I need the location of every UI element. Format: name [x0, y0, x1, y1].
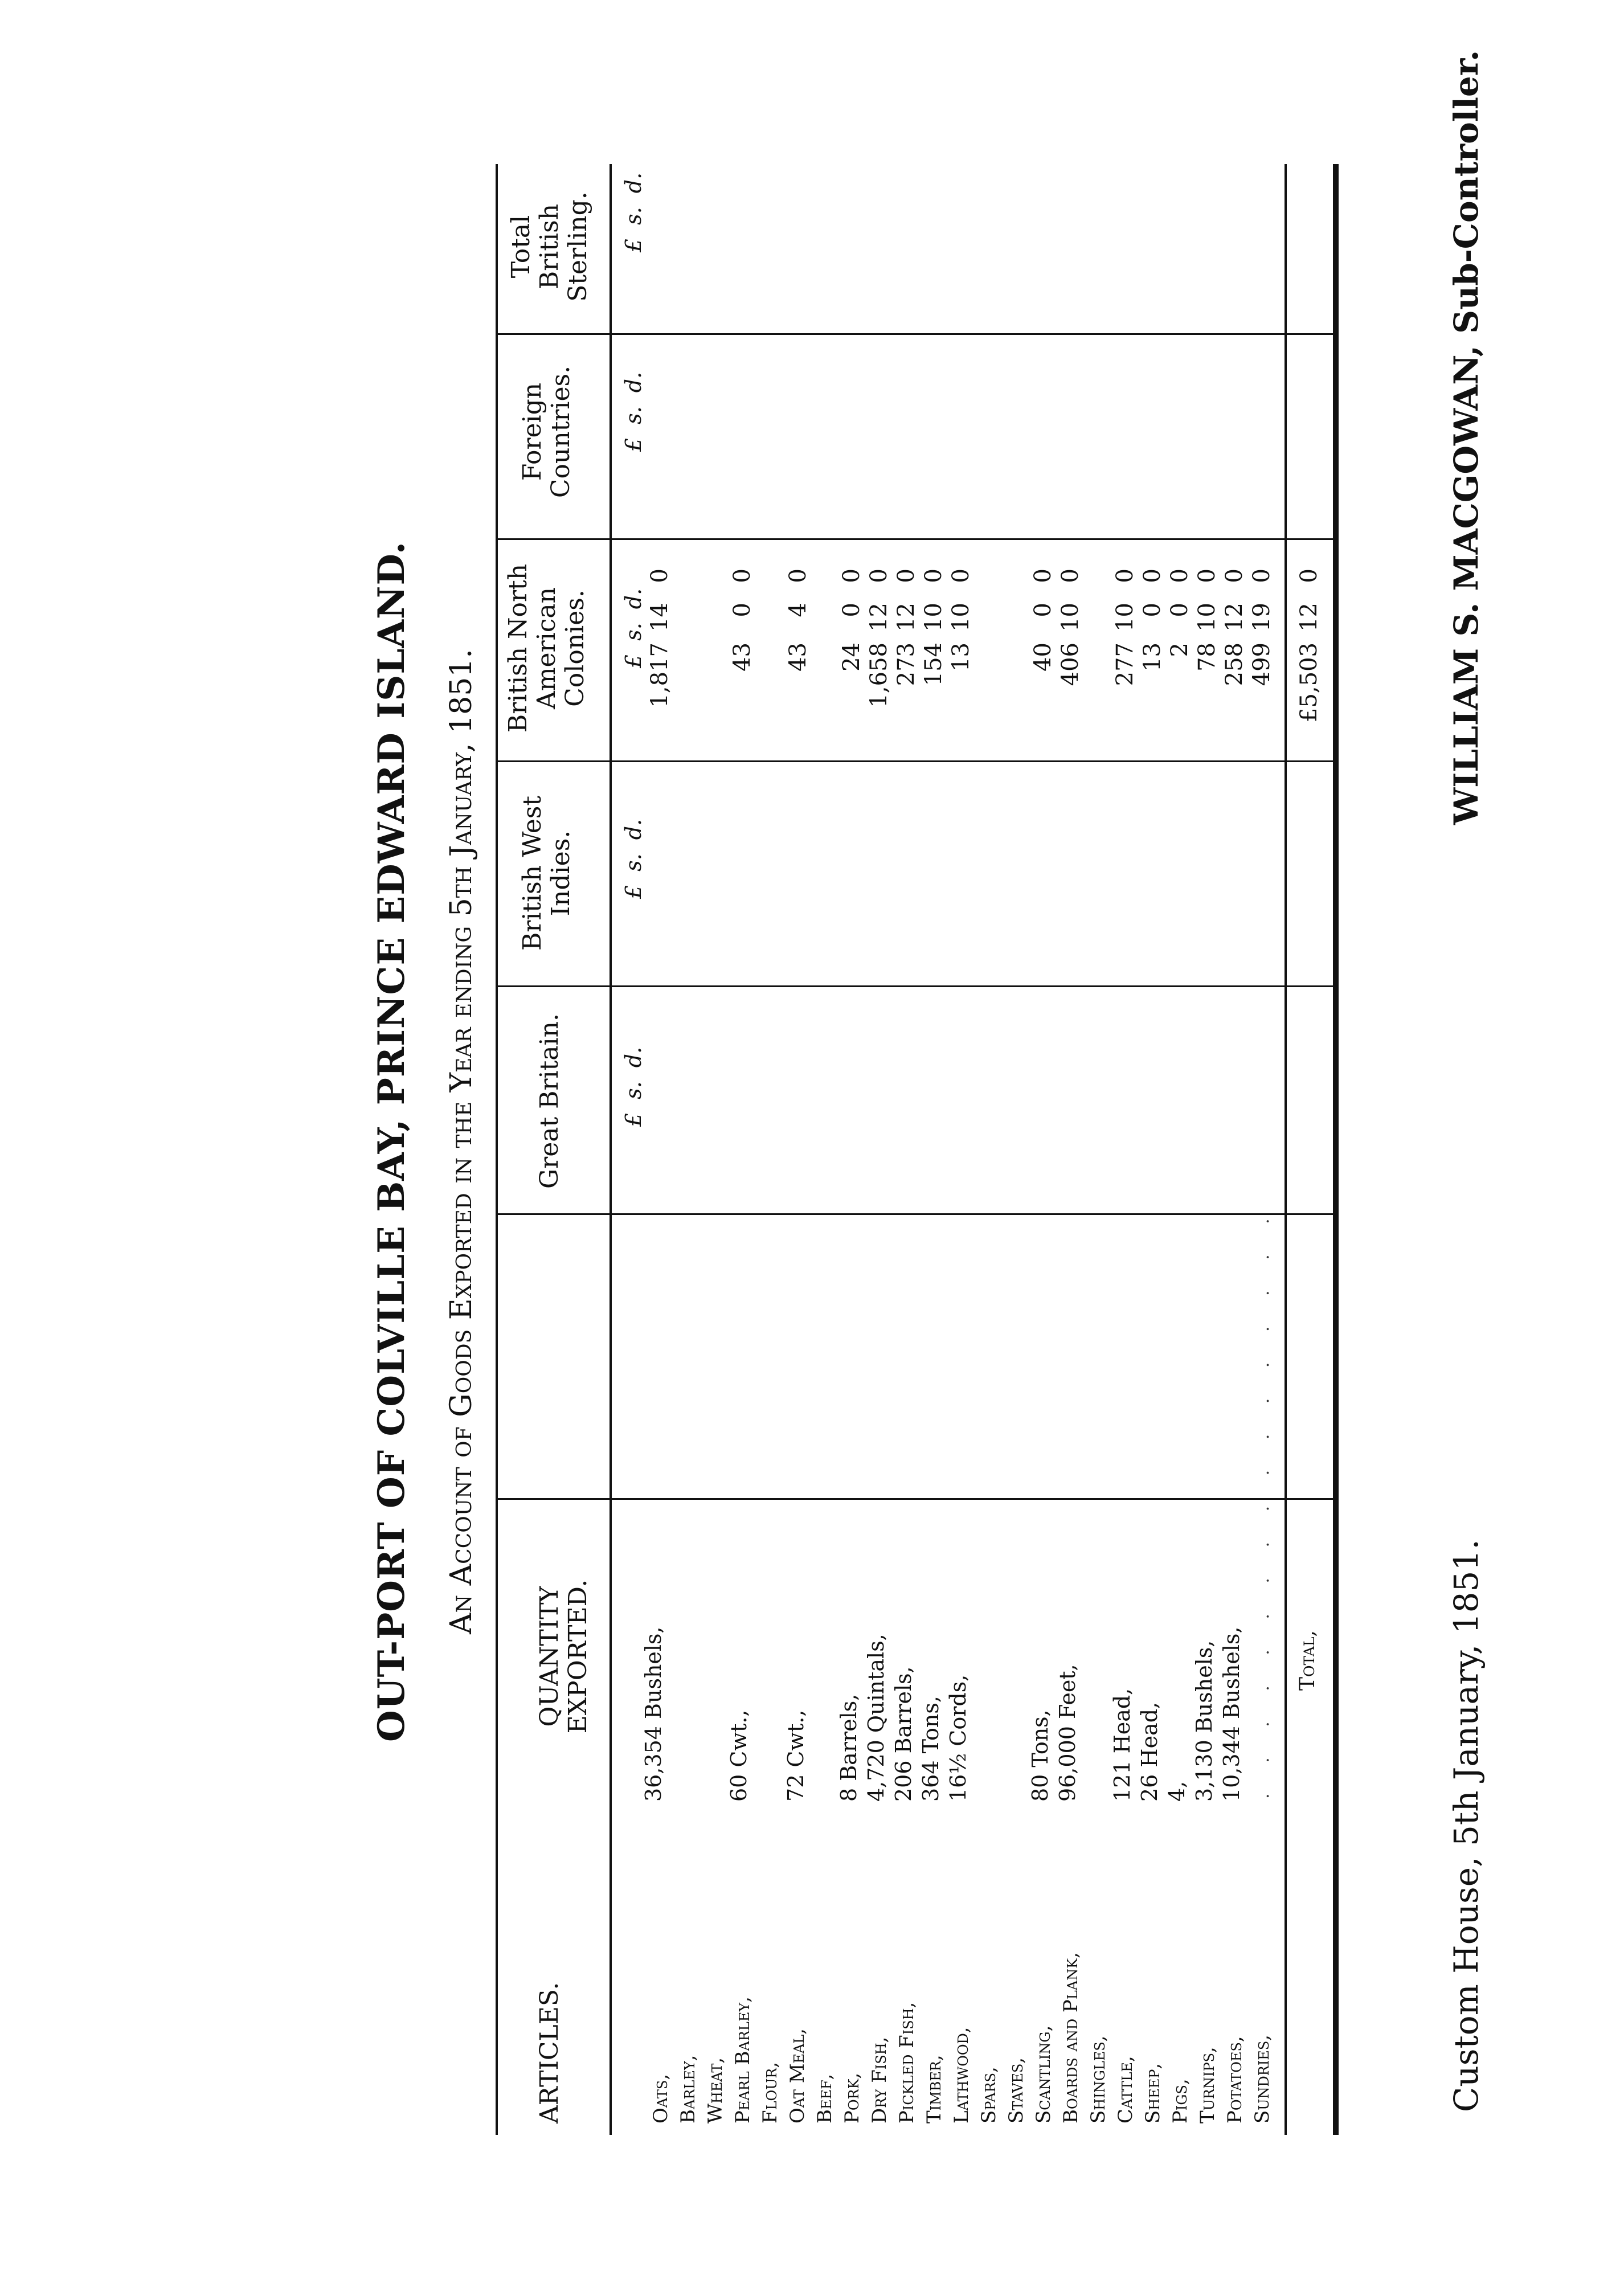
value-turnips: [1194, 568, 1220, 739]
value-pounds: 78: [1194, 643, 1220, 672]
value-shillings: 4: [785, 603, 811, 617]
unit-pence: d.: [621, 819, 646, 840]
units-bna-colonies: [621, 588, 646, 668]
col-divider: [496, 985, 1339, 987]
value-shillings: 12: [1221, 603, 1247, 632]
article-timber: Timber,: [923, 2055, 946, 2124]
value-pounds: 273: [893, 643, 919, 686]
value-pence: 0: [1221, 568, 1247, 583]
value-cattle: [1112, 568, 1138, 739]
table-bottom-rule: [1333, 164, 1339, 2135]
value-pence: 0: [866, 568, 892, 583]
quantity-pigs: 4,: [1164, 1781, 1189, 1802]
header-great-britain: Great Britain.: [535, 1013, 564, 1189]
value-shillings: 10: [948, 603, 974, 632]
value-pounds: 406: [1057, 643, 1083, 686]
value-pearl-barley: [729, 568, 755, 739]
value-lathwood: [948, 568, 974, 739]
value-pence: 0: [893, 568, 919, 583]
value-pounds: 43: [785, 643, 811, 672]
value-dry-fish: [866, 568, 892, 739]
value-pence: 0: [1249, 568, 1275, 583]
unit-pound: £: [621, 1112, 646, 1127]
unit-pence: d.: [621, 172, 646, 194]
value-pence: 0: [1057, 568, 1083, 583]
article-boards-and-plank: Boards and Plank,: [1060, 1952, 1082, 2124]
unit-pound: £: [621, 654, 646, 668]
unit-shilling: s.: [621, 853, 646, 872]
unit-shilling: s.: [621, 406, 646, 424]
value-pounds: 2: [1167, 643, 1193, 657]
header-quantity: QUANTITY EXPORTED.: [535, 1579, 592, 1734]
value-pounds: 13: [948, 643, 974, 672]
header-bna-colonies: British North American Colonies.: [504, 563, 590, 733]
units-great-britain: [621, 1047, 646, 1127]
value-oats: [647, 568, 673, 739]
value-pence: 0: [729, 568, 755, 583]
value-shillings: 0: [1167, 603, 1193, 617]
value-pounds: 40: [1030, 643, 1056, 672]
quantity-oats: 36,354 Bushels,: [641, 1626, 666, 1802]
value-pounds: 277: [1112, 643, 1138, 686]
unit-shilling: s.: [621, 207, 646, 225]
value-potatoes: [1221, 568, 1247, 739]
col-divider: [496, 333, 1339, 335]
article-potatoes: Potatoes,: [1224, 2036, 1246, 2124]
unit-pence: d.: [621, 371, 646, 393]
value-pounds: 1,817: [647, 643, 673, 708]
value-pigs: [1167, 568, 1193, 739]
quantity-scantling: 80 Tons,: [1028, 1709, 1053, 1802]
article-oats: Oats,: [649, 2073, 672, 2124]
value-pence: 0: [785, 568, 811, 583]
article-scantling: Scantling,: [1032, 2025, 1055, 2124]
value-shillings: 0: [1030, 603, 1056, 617]
unit-shilling: s.: [621, 1081, 646, 1099]
quantity-pearl-barley: 60 Cwt.,: [726, 1709, 751, 1802]
value-shillings: 14: [647, 603, 673, 632]
units-total: [621, 173, 646, 252]
article-lathwood: Lathwood,: [950, 2027, 973, 2124]
quantity-sheep: 26 Head,: [1137, 1701, 1162, 1802]
value-pounds: 43: [729, 643, 755, 672]
value-sundries: [1249, 568, 1275, 739]
value-pence: 0: [1139, 568, 1165, 583]
col-divider: [496, 538, 1339, 540]
value-pork: [838, 568, 865, 739]
article-dry-fish: Dry Fish,: [868, 2036, 891, 2124]
header-bottom-rule: [609, 164, 612, 2135]
quantity-pickled-fish: 206 Barrels,: [891, 1666, 916, 1802]
col-divider: [496, 1498, 1339, 1500]
value-oat-meal: [785, 568, 811, 739]
value-shillings: 10: [921, 603, 947, 632]
article-staves: Staves,: [1005, 2057, 1028, 2124]
value-pounds: 13: [1139, 643, 1165, 672]
units-foreign: [621, 372, 646, 452]
article-spars: Spars,: [977, 2067, 1000, 2124]
unit-pound: £: [621, 238, 646, 252]
value-pence: 0: [1167, 568, 1193, 583]
article-shingles: Shingles,: [1087, 2035, 1110, 2124]
value-sheep: [1139, 568, 1165, 739]
unit-pound: £: [621, 885, 646, 899]
value-pence: 0: [921, 568, 947, 583]
value-shillings: 10: [1112, 603, 1138, 632]
header-foreign: Foreign Countries.: [518, 365, 575, 498]
total-value: [1296, 568, 1322, 739]
value-shillings: 19: [1249, 603, 1275, 632]
value-pence: 0: [1030, 568, 1056, 583]
document-subtitle: An Account of Goods Exported in the Year ending 5th January, 1851.: [444, 649, 478, 1634]
value-pence: 0: [838, 568, 865, 583]
value-pounds: 1,658: [866, 643, 892, 708]
article-pigs: Pigs,: [1169, 2079, 1192, 2124]
total-pence: 0: [1296, 568, 1322, 583]
value-pounds: 24: [838, 643, 865, 672]
article-turnips: Turnips,: [1196, 2047, 1219, 2124]
header-articles: ARTICLES.: [535, 1982, 564, 2124]
total-shillings: 12: [1296, 603, 1322, 632]
quantity-cattle: 121 Head,: [1110, 1688, 1135, 1802]
total-pounds: £5,503: [1296, 643, 1322, 722]
value-shillings: 12: [893, 603, 919, 632]
quantity-turnips: 3,130 Bushels,: [1192, 1640, 1217, 1802]
article-sundries: Sundries,: [1251, 2034, 1274, 2124]
quantity-dry-fish: 4,720 Quintals,: [864, 1634, 889, 1802]
total-label: Total,: [1296, 1630, 1319, 1691]
total-top-rule: [1285, 164, 1287, 2135]
value-pence: 0: [1112, 568, 1138, 583]
units-west-indies: [621, 819, 646, 899]
exports-table: [496, 0, 1407, 2135]
article-sheep: Sheep,: [1142, 2063, 1164, 2124]
leader-dots: . . . . . . . . . . . . . . . . .: [1253, 1206, 1273, 1799]
value-shillings: 0: [1139, 603, 1165, 617]
value-pence: 0: [948, 568, 974, 583]
quantity-oat-meal: 72 Cwt.,: [783, 1709, 808, 1802]
article-cattle: Cattle,: [1114, 2056, 1137, 2124]
article-pork: Pork,: [841, 2072, 864, 2124]
quantity-timber: 364 Tons,: [918, 1696, 943, 1802]
article-flour: Flour,: [759, 2061, 782, 2124]
article-barley: Barley,: [677, 2055, 699, 2124]
value-pounds: 154: [921, 643, 947, 686]
value-timber: [921, 568, 947, 739]
unit-pound: £: [621, 437, 646, 452]
article-beef: Beef,: [813, 2073, 836, 2124]
value-pounds: 258: [1221, 643, 1247, 686]
quantity-lathwood: 16½ Cords,: [946, 1674, 971, 1802]
footer-place-date: Custom House, 5th January, 1851.: [1447, 1539, 1486, 2112]
value-shillings: 0: [729, 603, 755, 617]
footer-signature: WILLIAM S. MACGOWAN, Sub-Controller.: [1447, 50, 1486, 825]
value-boards-and-plank: [1057, 568, 1083, 739]
value-shillings: 12: [866, 603, 892, 632]
value-pence: 0: [647, 568, 673, 583]
col-divider: [496, 1213, 1339, 1215]
value-pounds: 499: [1249, 643, 1275, 686]
col-divider: [496, 760, 1339, 762]
value-shillings: 0: [838, 603, 865, 617]
quantity-pork: 8 Barrels,: [836, 1693, 861, 1802]
document-title: OUT-PORT OF COLVILLE BAY, PRINCE EDWARD ISLAND.: [370, 541, 413, 1742]
header-total-sterling: Total British Sterling.: [506, 191, 592, 302]
header-west-indies: British West Indies.: [518, 795, 575, 951]
unit-pence: d.: [621, 588, 646, 609]
table-top-rule: [496, 164, 498, 2135]
article-oat-meal: Oat Meal,: [786, 2028, 809, 2124]
article-pickled-fish: Pickled Fish,: [895, 2002, 918, 2124]
unit-pence: d.: [621, 1046, 646, 1068]
quantity-boards-and-plank: 96,000 Feet,: [1055, 1664, 1080, 1802]
value-pickled-fish: [893, 568, 919, 739]
unit-shilling: s.: [621, 623, 646, 641]
value-pence: 0: [1194, 568, 1220, 583]
article-wheat: Wheat,: [704, 2057, 727, 2124]
value-scantling: [1030, 568, 1056, 739]
article-pearl-barley: Pearl Barley,: [731, 1996, 754, 2124]
value-shillings: 10: [1057, 603, 1083, 632]
value-shillings: 10: [1194, 603, 1220, 632]
quantity-potatoes: 10,344 Bushels,: [1219, 1626, 1244, 1802]
